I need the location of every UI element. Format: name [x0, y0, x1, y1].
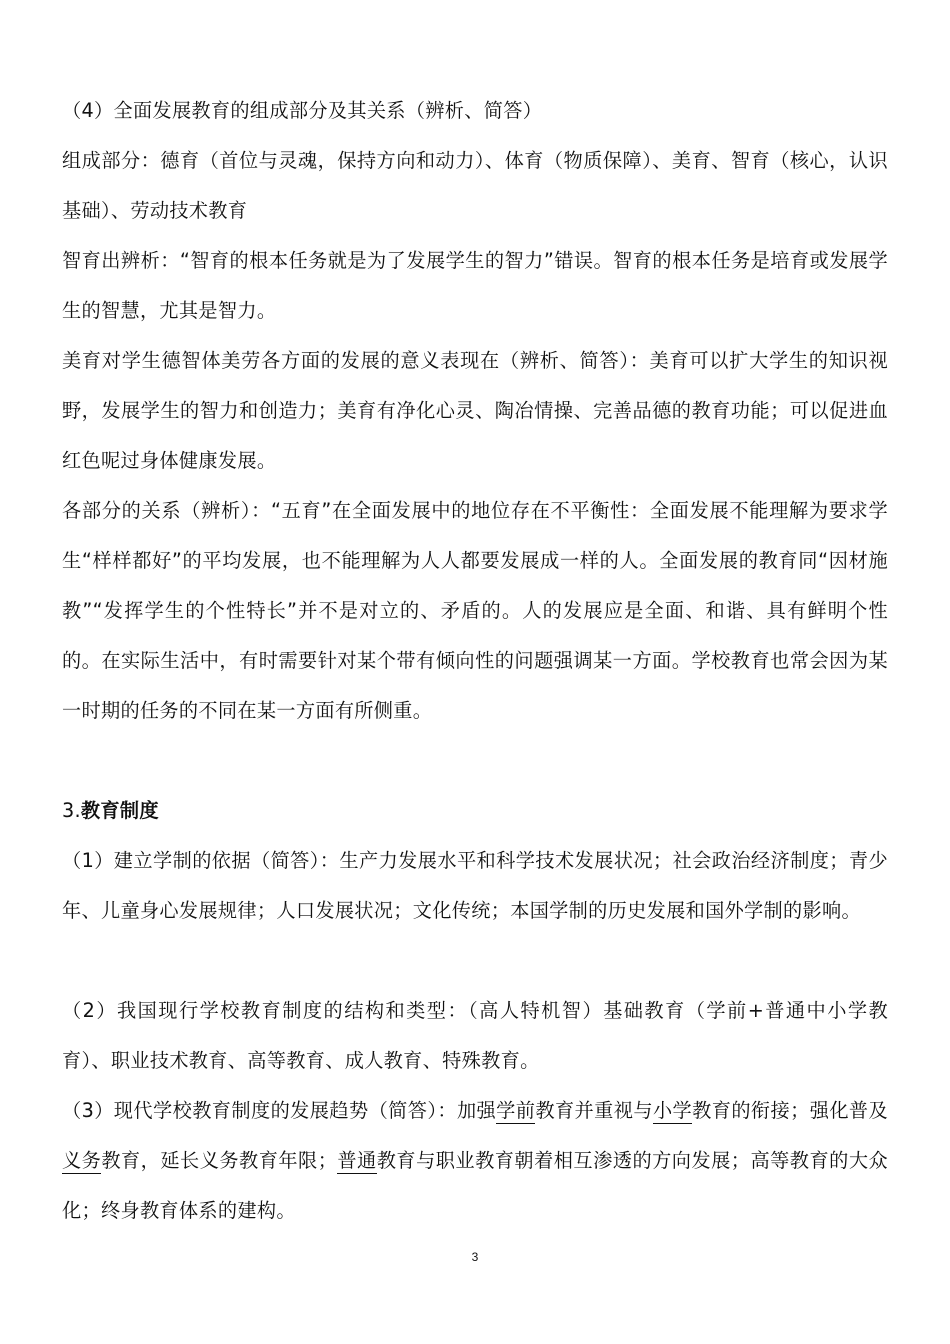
text-segment: 教育的衔接；强化普及 [692, 1099, 888, 1122]
underlined-term: 普通 [337, 1149, 377, 1172]
underlined-term: 小学 [652, 1099, 693, 1122]
page-number: 3 [471, 1250, 479, 1264]
underlined-term: 义务 [62, 1149, 102, 1172]
section-number: 3. [62, 799, 81, 822]
paragraph-relationships: 各部分的关系（辨析）：“五育”在全面发展中的地位存在不平衡性：全面发展不能理解为要求学生“样样都好”的平均发展，也不能理解为人人都要发展成一样的人。全面发展的教育同“因材施教”“发挥学生的个性特长”并不是对立的、矛盾的。人的发展应是全面、和谐、具有鲜明个性的。在实际生活中，有时需要针对某个带有倾向性的问题强调某一方面。学校教育也常会因为某一时期的任务的不同在某一方面有所侧重。 [62, 499, 888, 722]
text-segment: 教育与职业教育朝着相互渗透的方向发展；高等教育的大众化；终身教育体系的建构。 [62, 1149, 888, 1222]
paragraph-aesthetic-education: 美育对学生德智体美劳各方面的发展的意义表现在（辨析、简答）：美育可以扩大学生的知识视野，发展学生的智力和创造力；美育有净化心灵、陶冶情操、完善品德的教育功能；可以促进血红色呢过身体健康发展。 [62, 349, 888, 472]
paragraph-school-system-structure: （2）我国现行学校教育制度的结构和类型：（高人特机智）基础教育（学前+普通中小学教育）、职业技术教育、高等教育、成人教育、特殊教育。 [62, 999, 888, 1072]
text-segment: （3）现代学校教育制度的发展趋势（简答）：加强 [62, 1099, 497, 1122]
paragraph-composition-title: （4）全面发展教育的组成部分及其关系（辨析、简答） [62, 99, 543, 122]
underlined-term: 学前 [496, 1099, 536, 1122]
paragraph-school-system-basis: （1）建立学制的依据（简答）：生产力发展水平和科学技术发展状况；社会政治经济制度；青少年、儿童身心发展规律；人口发展状况；文化传统；本国学制的历史发展和国外学制的影响。 [62, 849, 888, 922]
section-heading [62, 786, 888, 836]
paragraph-components: 组成部分：德育（首位与灵魂，保持方向和动力）、体育（物质保障）、美育、智育（核心，认识基础）、劳动技术教育 [62, 149, 888, 222]
text-segment: 教育，延长义务教育年限； [101, 1149, 338, 1172]
section-title: 教育制度 [80, 799, 159, 822]
paragraph-development-trends [62, 1086, 888, 1236]
text-segment: 教育并重视与 [535, 1099, 653, 1122]
paragraph-intellectual-education: 智育出辨析：“智育的根本任务就是为了发展学生的智力”错误。智育的根本任务是培育或发展学生的智慧，尤其是智力。 [62, 249, 888, 322]
